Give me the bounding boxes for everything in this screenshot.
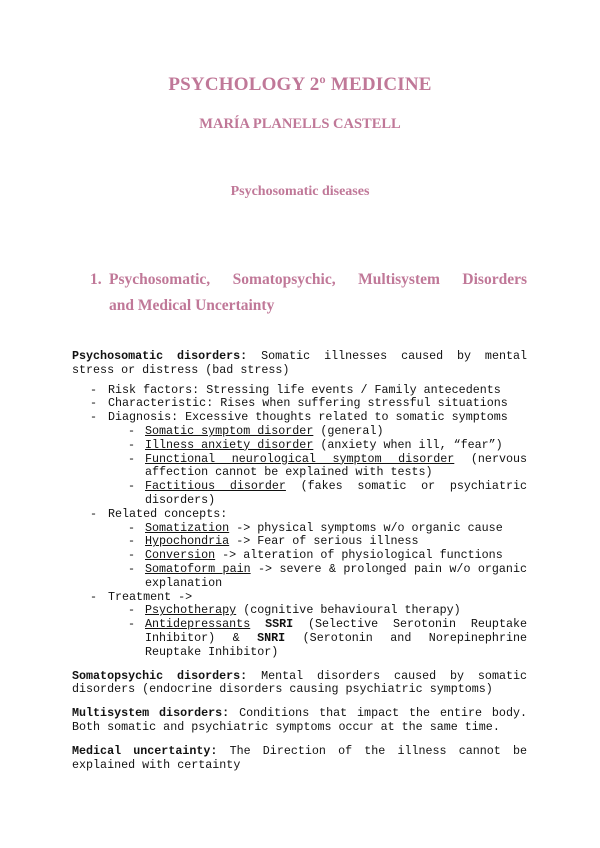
- related-term: Conversion: [145, 548, 216, 563]
- related-term: Somatization: [145, 520, 230, 535]
- ssri-label: SSRI: [265, 617, 294, 632]
- treatment-term: Antidepressants: [145, 617, 251, 632]
- list-item: [108, 439, 527, 453]
- section-number: 1.: [90, 271, 102, 288]
- list-item: [72, 384, 527, 398]
- treatment-term: Psychotherapy: [145, 603, 237, 618]
- diagnosis-term: Illness anxiety disorder: [145, 437, 314, 452]
- risk-factors-text: Risk factors: Stressing life events / Family antecedents: [108, 382, 501, 397]
- diagnosis-sublist: [108, 425, 527, 508]
- related-desc: -> alteration of physiological functions: [222, 548, 503, 563]
- related-desc: -> severe & prolonged pain w/o organic explanation: [145, 561, 527, 590]
- related-desc: -> physical symptoms w/o organic cause: [236, 520, 503, 535]
- section-heading: [90, 267, 527, 319]
- psychosomatic-paragraph: [72, 350, 527, 378]
- treatment-text: Treatment ->: [108, 589, 193, 604]
- snri-desc: (Serotonin and Norepinephrine Reuptake Inhibitor): [145, 630, 527, 659]
- multisystem-definition: Conditions that impact the entire body. Both somatic and psychiatric symptoms occur at the same time.: [72, 706, 527, 734]
- diagnosis-desc: (anxiety when ill, “fear”): [320, 437, 503, 452]
- somatopsychic-term: Somatopsychic disorders:: [72, 668, 248, 683]
- list-item: [108, 425, 527, 439]
- section-heading-line2: and Medical Uncertainty: [109, 297, 275, 314]
- related-term: Somatoform pain: [145, 561, 251, 576]
- document-title: PSYCHOLOGY 2º MEDICINE: [168, 74, 432, 95]
- topic-subtitle: Psychosomatic diseases: [230, 184, 370, 199]
- list-item: [108, 604, 527, 618]
- list-item: [108, 522, 527, 536]
- list-item: [108, 563, 527, 591]
- author-name: MARÍA PLANELLS CASTELL: [199, 116, 401, 132]
- list-item: [72, 397, 527, 411]
- list-item: [108, 618, 527, 659]
- related-concepts-text: Related concepts:: [108, 506, 228, 521]
- diagnosis-term: Factitious disorder: [145, 479, 286, 494]
- somatopsychic-paragraph: [72, 670, 527, 698]
- diagnosis-text: Diagnosis: Excessive thoughts related to somatic symptoms: [108, 410, 508, 425]
- diagnosis-desc: (general): [320, 423, 384, 438]
- psychosomatic-term: Psychosomatic disorders:: [72, 349, 248, 363]
- somatopsychic-definition: Mental disorders caused by somatic disorders (endocrine disorders causing psychiatric symptoms): [72, 668, 528, 697]
- ssri-desc: (Selective Serotonin Reuptake Inhibitor) &: [145, 617, 528, 645]
- diagnosis-desc: (fakes somatic or psychiatric disorders): [145, 479, 527, 507]
- multisystem-term: Multisystem disorders:: [72, 706, 230, 721]
- treatment-sublist: [108, 604, 527, 659]
- list-item: [108, 453, 527, 481]
- list-item: [108, 535, 527, 549]
- diagnosis-term: Somatic symptom disorder: [145, 423, 314, 438]
- uncertainty-paragraph: [72, 745, 527, 773]
- list-item: [72, 591, 527, 660]
- list-item: [72, 411, 527, 508]
- psychosomatic-list: [72, 384, 527, 660]
- list-item: [108, 549, 527, 563]
- characteristic-text: Characteristic: Rises when suffering stressful situations: [108, 396, 508, 411]
- document-body: [72, 350, 527, 772]
- diagnosis-desc: (nervous affection cannot be explained with tests): [145, 451, 528, 480]
- snri-label: SNRI: [257, 630, 286, 645]
- related-sublist: [108, 522, 527, 591]
- uncertainty-term: Medical uncertainty:: [72, 743, 218, 758]
- related-desc: -> Fear of serious illness: [236, 534, 419, 549]
- multisystem-paragraph: [72, 707, 527, 735]
- section-heading-line1: Psychosomatic, Somatopsychic, Multisystem Disorders: [109, 271, 527, 288]
- treatment-desc: (cognitive behavioural therapy): [243, 603, 461, 618]
- list-item: [72, 508, 527, 591]
- related-term: Hypochondria: [145, 534, 230, 549]
- list-item: [108, 480, 527, 508]
- diagnosis-term: Functional neurological symptom disorder: [145, 451, 455, 466]
- psychosomatic-definition: Somatic illnesses caused by mental stress or distress (bad stress): [72, 349, 528, 377]
- uncertainty-definition: The Direction of the illness cannot be explained with certainty: [72, 743, 527, 772]
